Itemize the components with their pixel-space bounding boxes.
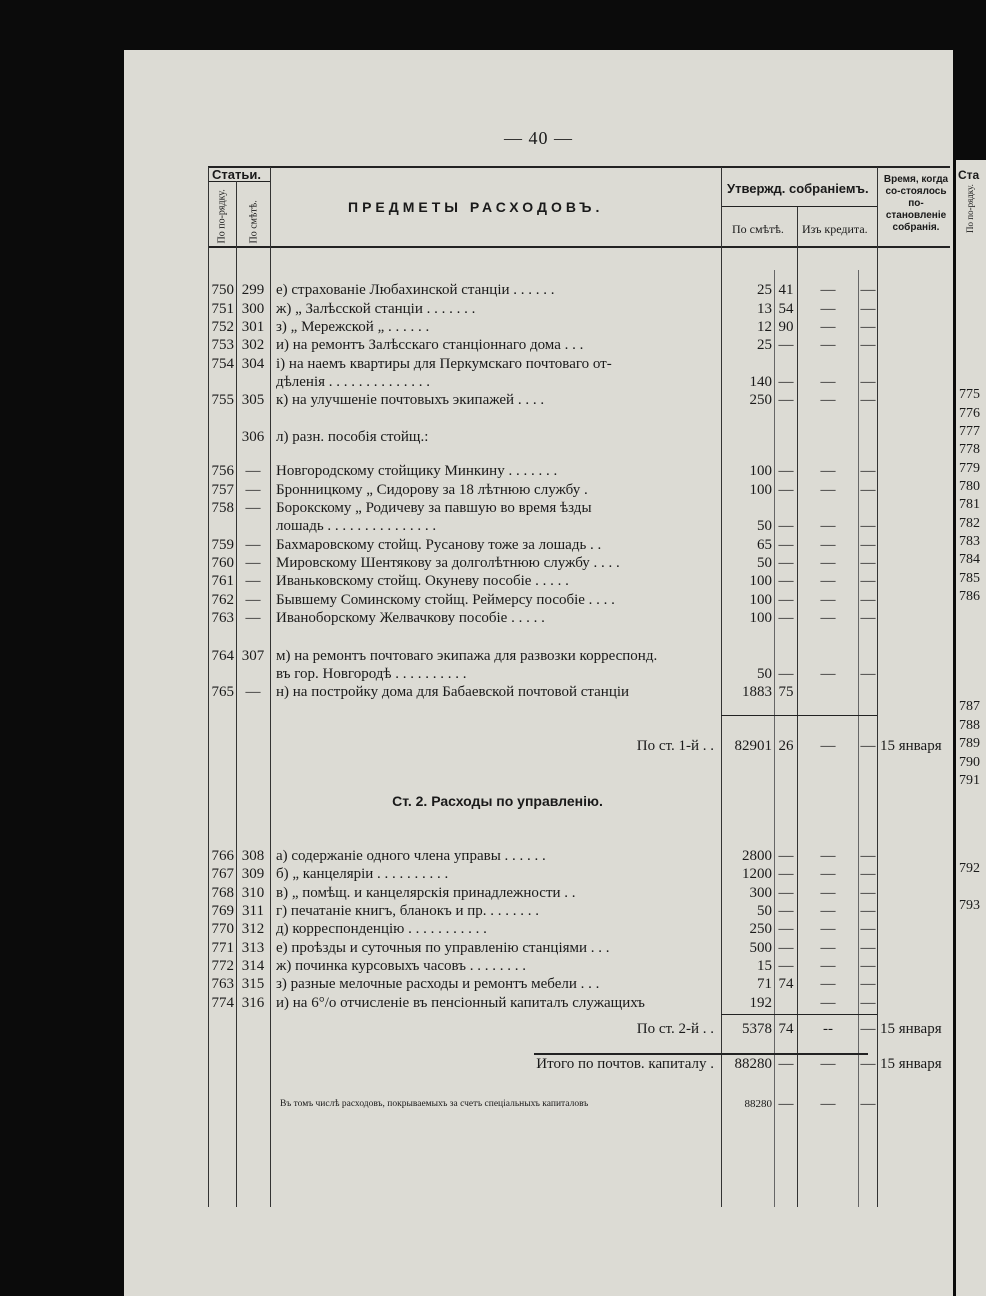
row-number: 756 xyxy=(211,463,234,479)
total-rule xyxy=(534,1053,868,1055)
row-smeta-number: 300 xyxy=(241,301,265,317)
credit-kopecks: — xyxy=(860,848,876,864)
credit-kopecks: — xyxy=(860,518,876,534)
next-page-row-number: 779 xyxy=(959,461,980,476)
credit-kopecks: — xyxy=(860,592,876,608)
row-description: з) разные мелочные расходы и ремонтъ мебели . . . xyxy=(276,976,600,992)
credit-value: — xyxy=(820,573,836,589)
row-description: Бахмаровскому стойщ. Русанову тоже за лошадь . . xyxy=(276,537,602,553)
next-page-row-number: 785 xyxy=(959,571,980,586)
row-number: 754 xyxy=(211,356,234,372)
next-page-edge xyxy=(956,160,986,1296)
next-page-row-number: 793 xyxy=(959,898,980,913)
amount-rubles: 13 xyxy=(757,301,772,317)
amount-rubles: 5378 xyxy=(742,1021,772,1037)
credit-value: — xyxy=(820,903,836,919)
note-text: Въ томъ числѣ расходовъ, покрываемыхъ за счетъ спеціальныхъ капиталовъ xyxy=(280,1099,589,1109)
next-page-row-number: 789 xyxy=(959,736,980,751)
amount-kopecks: — xyxy=(778,592,794,608)
amount-kopecks: — xyxy=(778,940,794,956)
amount-rubles: 25 xyxy=(757,282,772,298)
next-page-row-number: 791 xyxy=(959,773,980,788)
row-description: и) на 6°/о отчисленіе въ пенсіонный капиталъ служащихъ xyxy=(276,995,645,1011)
credit-kopecks: — xyxy=(860,976,876,992)
row-smeta-number: 304 xyxy=(241,356,265,372)
next-page-row-number: 777 xyxy=(959,424,980,439)
row-smeta-number: 316 xyxy=(241,995,265,1011)
credit-kopecks: — xyxy=(860,337,876,353)
amount-kopecks: — xyxy=(778,463,794,479)
amount-kopecks: — xyxy=(778,1096,794,1112)
credit-kopecks: — xyxy=(860,573,876,589)
row-number: 757 xyxy=(211,482,234,498)
amount-kopecks: 74 xyxy=(778,1021,794,1037)
amount-rubles: 50 xyxy=(757,903,772,919)
credit-value: — xyxy=(820,738,836,754)
amount-kopecks: — xyxy=(778,1056,794,1072)
header-utverzhd: Утвержд. собраніемъ. xyxy=(727,181,869,196)
credit-value: — xyxy=(820,301,836,317)
credit-value: — xyxy=(820,958,836,974)
row-description: з) „ Мережской „ . . . . . . xyxy=(276,319,430,335)
row-smeta-number: 308 xyxy=(241,848,265,864)
next-page-row-number: 778 xyxy=(959,442,980,457)
amount-kopecks: — xyxy=(778,392,794,408)
row-smeta-number: 306 xyxy=(241,429,265,445)
row-description: Новгородскому стойщику Минкину . . . . . . . xyxy=(276,463,558,479)
row-smeta-number: — xyxy=(245,537,261,553)
credit-kopecks: — xyxy=(860,866,876,882)
credit-value: — xyxy=(820,610,836,626)
next-page-row-number: 782 xyxy=(959,516,980,531)
row-number: 770 xyxy=(211,921,234,937)
amount-kopecks: 90 xyxy=(778,319,794,335)
row-description: е) проѣзды и суточныя по управленію станціями . . . xyxy=(276,940,610,956)
row-description: г) печатаніе книгъ, бланокъ и пр. . . . . . . . xyxy=(276,903,540,919)
amount-rubles: 71 xyxy=(757,976,772,992)
row-description: і) на наемъ квартиры для Перкумскаго почтоваго от- xyxy=(276,356,612,372)
credit-value: — xyxy=(820,482,836,498)
row-description: д) корреспонденцію . . . . . . . . . . . xyxy=(276,921,487,937)
credit-kopecks: — xyxy=(860,1056,876,1072)
credit-value: — xyxy=(820,337,836,353)
credit-kopecks: — xyxy=(860,885,876,901)
row-description: Бронницкому „ Сидорову за 18 лѣтнюю службу . xyxy=(276,482,588,498)
row-number: 760 xyxy=(211,555,234,571)
resolution-date: 15 января xyxy=(880,1021,942,1037)
row-description: м) на ремонтъ почтоваго экипажа для развозки корреспонд. xyxy=(276,648,658,664)
credit-kopecks: — xyxy=(860,555,876,571)
row-number: 768 xyxy=(211,885,234,901)
credit-kopecks: — xyxy=(860,392,876,408)
amount-rubles: 100 xyxy=(749,610,772,626)
row-smeta-number: 315 xyxy=(241,976,265,992)
subtotal-label: По ст. 2-й . . xyxy=(636,1021,714,1037)
credit-kopecks: — xyxy=(860,301,876,317)
credit-kopecks: — xyxy=(860,374,876,390)
amount-rubles: 100 xyxy=(749,573,772,589)
row-number: 751 xyxy=(211,301,234,317)
next-page-col: По по-рядку. xyxy=(965,184,975,233)
row-description: в) „ помѣщ. и канцелярскія принадлежности . . xyxy=(276,885,576,901)
subtotal-label: По ст. 1-й . . xyxy=(636,738,714,754)
amount-rubles: 82901 xyxy=(734,738,772,754)
credit-kopecks: — xyxy=(860,958,876,974)
amount-rubles: 1883 xyxy=(742,684,772,700)
row-number: 765 xyxy=(211,684,234,700)
row-description: л) разн. пособія стойщ.: xyxy=(276,429,429,445)
row-number: 763 xyxy=(211,976,234,992)
amount-kopecks: — xyxy=(778,903,794,919)
next-page-row-number: 792 xyxy=(959,861,980,876)
credit-kopecks: — xyxy=(860,738,876,754)
row-number: 767 xyxy=(211,866,234,882)
amount-rubles: 50 xyxy=(757,555,772,571)
row-description: к) на улучшеніе почтовыхъ экипажей . . . . xyxy=(276,392,545,408)
amount-kopecks: — xyxy=(778,610,794,626)
row-number: 763 xyxy=(211,610,234,626)
row-smeta-number: 311 xyxy=(242,903,264,919)
credit-kopecks: — xyxy=(860,995,876,1011)
row-number: 769 xyxy=(211,903,234,919)
credit-value: — xyxy=(820,885,836,901)
row-description: въ гор. Новгородѣ . . . . . . . . . . xyxy=(276,666,467,682)
amount-kopecks: — xyxy=(778,666,794,682)
utverzhd-rule xyxy=(721,206,877,207)
credit-value: — xyxy=(820,555,836,571)
credit-value: — xyxy=(820,866,836,882)
credit-kopecks: — xyxy=(860,921,876,937)
amount-rubles: 88280 xyxy=(744,1098,772,1110)
row-number: 762 xyxy=(211,592,234,608)
amount-kopecks: — xyxy=(778,555,794,571)
row-description: Иваноборскому Желвачкову пособіе . . . . . xyxy=(276,610,545,626)
row-number: 771 xyxy=(211,940,234,956)
amount-rubles: 300 xyxy=(749,885,772,901)
credit-value: — xyxy=(820,319,836,335)
header-po-smete-col: По смѣтѣ. xyxy=(732,222,784,236)
next-page-row-number: 790 xyxy=(959,755,980,770)
credit-kopecks: — xyxy=(860,666,876,682)
credit-kopecks: — xyxy=(860,537,876,553)
amount-rubles: 50 xyxy=(757,518,772,534)
amount-rubles: 15 xyxy=(757,958,772,974)
subtotal-label: Итого по почтов. капиталу . xyxy=(536,1056,714,1072)
row-description: Мировскому Шентякову за долголѣтнюю службу . . . . xyxy=(276,555,620,571)
row-number: 755 xyxy=(211,392,234,408)
row-smeta-number: 314 xyxy=(241,958,265,974)
credit-value: — xyxy=(820,463,836,479)
header-iz-kredita: Изъ кредита. xyxy=(802,222,868,236)
credit-value: — xyxy=(820,848,836,864)
row-number: 766 xyxy=(211,848,234,864)
table-top-rule xyxy=(208,166,950,168)
row-smeta-number: — xyxy=(245,610,261,626)
amount-rubles: 250 xyxy=(749,392,772,408)
row-description: и) на ремонтъ Залѣсскаго станціоннаго дома . . . xyxy=(276,337,584,353)
next-page-row-number: 786 xyxy=(959,589,980,604)
row-smeta-number: — xyxy=(245,573,261,589)
credit-kopecks: — xyxy=(860,1096,876,1112)
amount-rubles: 65 xyxy=(757,537,772,553)
amount-kopecks: — xyxy=(778,374,794,390)
row-description: Иваньковскому стойщ. Окуневу пособіе . . . . . xyxy=(276,573,569,589)
row-smeta-number: — xyxy=(245,463,261,479)
credit-value: — xyxy=(820,392,836,408)
amount-rubles: 100 xyxy=(749,592,772,608)
credit-value: — xyxy=(820,921,836,937)
next-page-row-number: 784 xyxy=(959,552,980,567)
credit-kopecks: — xyxy=(860,903,876,919)
amount-rubles: 88280 xyxy=(734,1056,772,1072)
row-description: ж) починка курсовыхъ часовъ . . . . . . . . xyxy=(276,958,526,974)
credit-value: — xyxy=(820,592,836,608)
amount-rubles: 140 xyxy=(749,374,772,390)
amount-kopecks: — xyxy=(778,958,794,974)
section-heading: Ст. 2. Расходы по управленію. xyxy=(392,793,603,809)
subtotal-2-rule xyxy=(721,1014,877,1015)
next-page-row-number: 776 xyxy=(959,406,980,421)
row-number: 758 xyxy=(211,500,234,516)
row-description: б) „ канцеляріи . . . . . . . . . . xyxy=(276,866,449,882)
amount-kopecks: — xyxy=(778,885,794,901)
credit-value: — xyxy=(820,282,836,298)
next-page-row-number: 787 xyxy=(959,699,980,714)
amount-rubles: 50 xyxy=(757,666,772,682)
row-description: е) страхованіе Любахинской станціи . . . . . . xyxy=(276,282,555,298)
credit-kopecks: — xyxy=(860,463,876,479)
row-description: дѣленія . . . . . . . . . . . . . . xyxy=(276,374,431,390)
amount-kopecks: 54 xyxy=(778,301,794,317)
next-page-row-number: 781 xyxy=(959,497,980,512)
row-smeta-number: 301 xyxy=(241,319,265,335)
row-smeta-number: — xyxy=(245,500,261,516)
row-smeta-number: — xyxy=(245,592,261,608)
amount-rubles: 2800 xyxy=(742,848,772,864)
subtotal-1-rule xyxy=(721,715,877,716)
credit-value: — xyxy=(820,1056,836,1072)
amount-kopecks: 75 xyxy=(778,684,794,700)
credit-kopecks: — xyxy=(860,940,876,956)
next-page-row-number: 788 xyxy=(959,718,980,733)
row-smeta-number: 299 xyxy=(241,282,265,298)
row-number: 752 xyxy=(211,319,234,335)
credit-kopecks: — xyxy=(860,319,876,335)
document-page xyxy=(124,50,953,1296)
credit-kopecks: — xyxy=(860,1021,876,1037)
row-smeta-number: 302 xyxy=(241,337,265,353)
amount-kopecks: 74 xyxy=(778,976,794,992)
amount-rubles: 12 xyxy=(757,319,772,335)
amount-rubles: 250 xyxy=(749,921,772,937)
credit-value: — xyxy=(820,940,836,956)
header-stati: Статьи. xyxy=(212,167,261,182)
row-description: Борокскому „ Родичеву за павшую во время ѣзды xyxy=(276,500,592,516)
header-vremya: Время, когда со-стоялось по-становленіе собранія. xyxy=(883,174,949,233)
credit-value: — xyxy=(820,374,836,390)
credit-value: — xyxy=(820,666,836,682)
row-smeta-number: 310 xyxy=(241,885,265,901)
amount-kopecks: — xyxy=(778,573,794,589)
row-smeta-number: — xyxy=(245,684,261,700)
row-description: лошадь . . . . . . . . . . . . . . . xyxy=(276,518,437,534)
credit-value: — xyxy=(820,537,836,553)
next-page-row-number: 775 xyxy=(959,387,980,402)
amount-kopecks: — xyxy=(778,518,794,534)
row-number: 753 xyxy=(211,337,234,353)
credit-value: -- xyxy=(823,1021,833,1037)
row-smeta-number: 313 xyxy=(241,940,265,956)
row-number: 750 xyxy=(211,282,234,298)
credit-kopecks: — xyxy=(860,610,876,626)
row-smeta-number: — xyxy=(245,555,261,571)
credit-kopecks: — xyxy=(860,482,876,498)
amount-kopecks: 26 xyxy=(778,738,794,754)
next-page-row-number: 780 xyxy=(959,479,980,494)
credit-value: — xyxy=(820,1096,836,1112)
amount-kopecks: — xyxy=(778,848,794,864)
row-number: 772 xyxy=(211,958,234,974)
amount-kopecks: — xyxy=(778,537,794,553)
header-po-smete: По смѣтѣ. xyxy=(248,200,260,244)
row-number: 764 xyxy=(211,648,234,664)
credit-value: — xyxy=(820,976,836,992)
amount-rubles: 1200 xyxy=(742,866,772,882)
header-bottom-rule xyxy=(208,246,950,248)
credit-kopecks: — xyxy=(860,282,876,298)
credit-value: — xyxy=(820,518,836,534)
row-smeta-number: 312 xyxy=(241,921,265,937)
row-description: н) на постройку дома для Бабаевской почтовой станціи xyxy=(276,684,630,700)
row-smeta-number: 305 xyxy=(241,392,265,408)
row-number: 774 xyxy=(211,995,234,1011)
next-page-row-number: 783 xyxy=(959,534,980,549)
amount-rubles: 192 xyxy=(749,995,772,1011)
resolution-date: 15 января xyxy=(880,1056,942,1072)
page-number: — 40 — xyxy=(504,128,573,148)
row-smeta-number: — xyxy=(245,482,261,498)
row-smeta-number: 307 xyxy=(241,648,265,664)
resolution-date: 15 января xyxy=(880,738,942,754)
amount-kopecks: — xyxy=(778,337,794,353)
amount-rubles: 100 xyxy=(749,463,772,479)
row-description: Бывшему Соминскому стойщ. Реймерсу пособіе . . . . xyxy=(276,592,615,608)
row-number: 759 xyxy=(211,537,234,553)
amount-rubles: 25 xyxy=(757,337,772,353)
amount-rubles: 100 xyxy=(749,482,772,498)
header-po-poryadku: По по-рядку. xyxy=(216,189,228,244)
amount-rubles: 500 xyxy=(749,940,772,956)
amount-kopecks: — xyxy=(778,921,794,937)
col-line-7 xyxy=(877,167,878,1207)
row-smeta-number: 309 xyxy=(241,866,265,882)
row-number: 761 xyxy=(211,573,234,589)
amount-kopecks: — xyxy=(778,866,794,882)
next-page-header: Ста xyxy=(958,168,980,182)
col-line-3 xyxy=(270,167,271,1207)
credit-value: — xyxy=(820,995,836,1011)
amount-kopecks: 41 xyxy=(778,282,794,298)
row-description: а) содержаніе одного члена управы . . . . . . xyxy=(276,848,546,864)
header-title: ПРЕДМЕТЫ РАСХОДОВЪ. xyxy=(348,199,604,215)
amount-kopecks: — xyxy=(778,482,794,498)
row-description: ж) „ Залѣсской станціи . . . . . . . xyxy=(276,301,476,317)
